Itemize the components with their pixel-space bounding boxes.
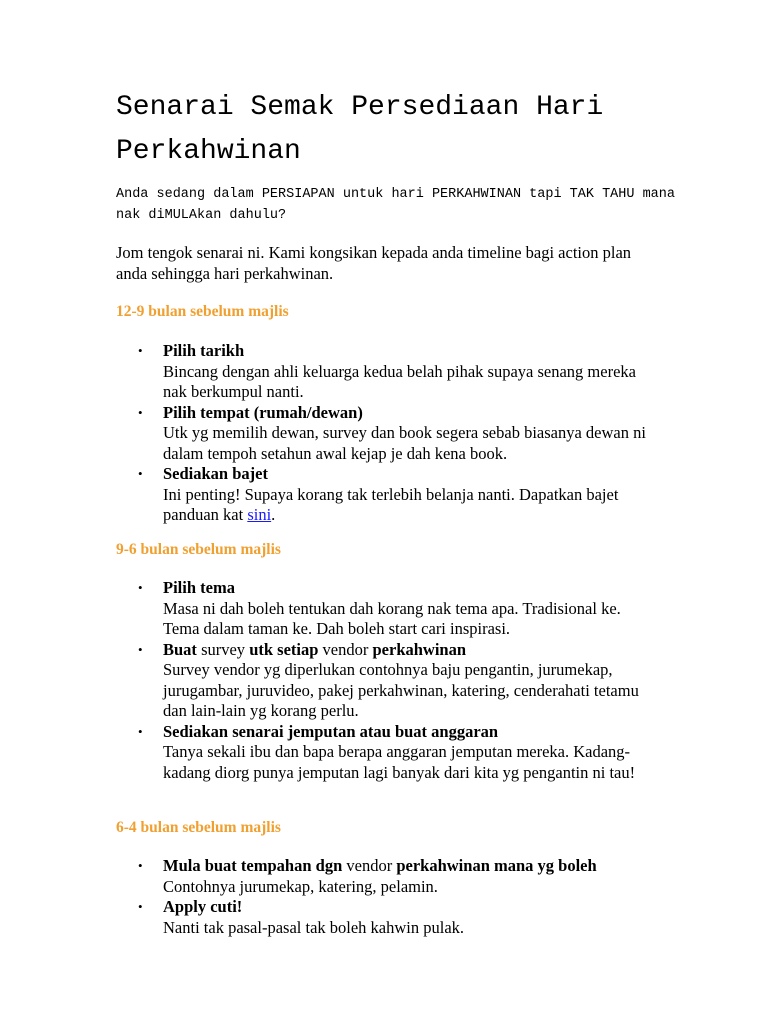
lead-question: Anda sedang dalam PERSIAPAN untuk hari PERKAHWINAN tapi TAK TAHU mana nak diMULAkan dahulu? [116,187,675,223]
list-item [116,578,656,640]
list-item [116,897,656,938]
list-item [116,856,656,897]
page-title: Senarai Semak Persediaan Hari Perkahwinan [116,92,604,167]
item-description: Ini penting! Supaya korang tak terlebih belanja nanti. Dapatkan bajet panduan kat [163,484,619,524]
intro-paragraph: Jom tengok senarai ni. Kami kongsikan kepada anda timeline bagi action plan anda sehingga hari perkahwinan. [116,243,632,283]
list-item [116,341,656,403]
list-item [116,640,656,722]
item-description: Survey vendor yg diperlukan contohnya baju pengantin, jurumekap, jurugambar, juruvideo, pakej perkahwinan, katering, cenderahati tetamu dan lain-lain yg korang perlu. [163,660,639,720]
item-description: Masa ni dah boleh tentukan dah korang nak tema apa. Tradisional ke. Tema dalam taman ke. Dah boleh start cari inspirasi. [163,598,621,638]
bullet-icon: • [138,580,143,595]
item-title-part: survey [196,639,250,659]
section-heading: 12-9 bulan sebelum majlis [116,303,289,320]
bullet-icon: • [138,641,143,657]
item-title: Sediakan senarai jemputan atau buat anggaran [163,721,499,741]
checklist [116,856,656,938]
budget-guide-link[interactable]: sini [247,505,272,524]
item-title-part: vendor [342,856,397,875]
item-title-part: Mula buat tempahan dgn [163,856,343,875]
item-title-part: vendor [318,639,373,659]
item-title-part: utk setiap [249,639,319,659]
item-description: Tanya sekali ibu dan bapa berapa anggaran jemputan mereka. Kadang-kadang diorg punya jemputan lagi banyak dari kita yg pengantin ni tau! [163,742,636,782]
bullet-icon: • [138,899,143,914]
section-heading: 6-4 bulan sebelum majlis [116,819,281,836]
item-title: Pilih tarikh [163,341,245,360]
item-description: Nanti tak pasal-pasal tak boleh kahwin pulak. [163,917,465,937]
item-title-part: perkahwinan [372,639,467,659]
item-title-part: perkahwinan mana yg boleh [396,856,597,875]
section-heading: 9-6 bulan sebelum majlis [116,541,281,558]
bullet-icon: • [138,343,143,358]
bullet-icon: • [138,466,143,481]
checklist [116,341,656,526]
item-description: Utk yg memilih dewan, survey dan book segera sebab biasanya dewan ni dalam tempoh setahun awal kejap je dah kena book. [163,423,646,463]
list-item [116,464,656,526]
list-item [116,722,656,784]
bullet-icon: • [138,858,143,873]
item-title: Pilih tempat (rumah/dewan) [163,402,363,422]
item-title: Sediakan bajet [163,464,268,483]
item-title-part: Buat [163,639,197,659]
bullet-icon: • [138,723,143,739]
item-description: Contohnya jurumekap, katering, pelamin. [163,876,438,896]
item-description: Bincang dengan ahli keluarga kedua belah pihak supaya senang mereka nak berkumpul nanti. [163,361,636,401]
item-title: Pilih tema [163,578,235,597]
item-description-end: . [271,505,276,524]
item-title: Apply cuti! [163,897,243,916]
bullet-icon: • [138,404,143,420]
checklist [116,578,656,783]
list-item [116,403,656,465]
